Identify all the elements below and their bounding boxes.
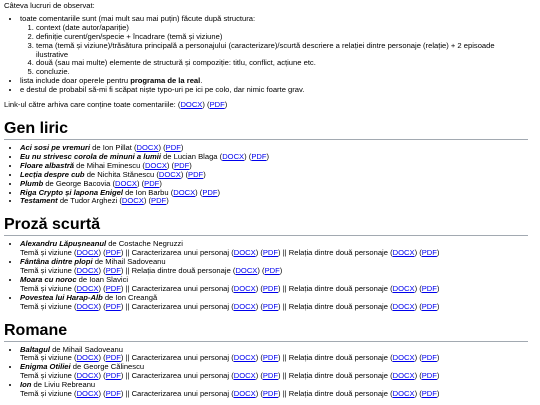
work-title: Testament: [20, 196, 58, 206]
work-title: Eu nu strivesc corola de minuni a lumii: [20, 151, 161, 161]
work-author: Tudor Arghezi: [70, 196, 118, 206]
de-text: de: [102, 292, 116, 302]
pdf-link[interactable]: PDF: [262, 371, 279, 381]
de-text: de: [122, 187, 136, 197]
pdf-link[interactable]: PDF: [251, 151, 267, 161]
comment-links: Temă și viziune (DOCX) (PDF) || Caracterizarea unui personaj (DOCX) (PDF) || Relația dintre două personaje (DOCX) (PDF): [20, 248, 440, 258]
comment-links: Temă și viziune (DOCX) (PDF) || Caracterizarea unui personaj (DOCX) (PDF) || Relația dintre două personaje (DOCX) (PDF): [20, 283, 440, 293]
separator: ||: [280, 301, 289, 311]
de-text: de: [76, 274, 90, 284]
docx-link[interactable]: DOCX: [392, 301, 415, 311]
de-text: de: [49, 344, 63, 354]
docx-link[interactable]: DOCX: [173, 187, 196, 197]
archive-text: Link-ul către arhiva care conține toate comentariile:: [4, 100, 178, 110]
work-author: George Bacovia: [55, 178, 111, 188]
work-author: Lucian Blaga: [173, 151, 218, 161]
section-heading-liric: Gen liric: [4, 120, 528, 140]
tema-label: Temă și viziune: [20, 353, 72, 363]
docx-link[interactable]: DOCX: [158, 169, 181, 179]
pdf-link[interactable]: PDF: [151, 196, 167, 206]
pdf-link[interactable]: PDF: [421, 353, 437, 363]
docx-link[interactable]: DOCX: [392, 353, 415, 363]
separator: ||: [123, 266, 132, 276]
proza-list: [4, 240, 528, 311]
pdf-link[interactable]: PDF: [188, 169, 204, 179]
caracterizare-label: Caracterizarea unui personaj: [131, 353, 230, 363]
docx-link[interactable]: DOCX: [136, 142, 159, 152]
note-program-end: .: [200, 76, 203, 86]
work-author: Mihail Sadoveanu: [62, 344, 124, 354]
docx-link[interactable]: DOCX: [233, 301, 256, 311]
separator: ||: [123, 248, 132, 258]
work-title: Fântâna dintre plopi: [20, 257, 93, 267]
de-text: de: [31, 380, 45, 390]
caracterizare-label: Caracterizarea unui personaj: [131, 283, 230, 293]
pdf-link[interactable]: PDF: [262, 283, 279, 293]
comment-links: Temă și viziune (DOCX) (PDF) || Caracterizarea unui personaj (DOCX) (PDF) || Relația dintre două personaje (DOCX) (PDF): [20, 371, 440, 381]
proza-item: [20, 276, 528, 294]
pdf-link[interactable]: PDF: [262, 389, 279, 399]
relatie-label: Relația dintre două personaje: [288, 353, 388, 363]
pdf-link[interactable]: PDF: [165, 142, 181, 152]
note-program-text: lista include doar operele pentru: [20, 76, 131, 86]
relatie-label: Relația dintre două personaje: [288, 389, 388, 399]
docx-link[interactable]: DOCX: [222, 151, 245, 161]
de-text: de: [70, 362, 84, 372]
work-author: Mihai Eminescu: [86, 160, 141, 170]
work-author: Mihail Sadoveanu: [105, 257, 166, 267]
romane-item: [20, 346, 528, 364]
pdf-link[interactable]: PDF: [105, 371, 121, 381]
work-title: Povestea lui Harap-Alb: [20, 292, 103, 302]
work-author: Nichita Stănescu: [97, 169, 155, 179]
work-title: Aci sosi pe vremuri: [20, 142, 91, 152]
separator: ||: [123, 371, 132, 381]
docx-link[interactable]: DOCX: [144, 160, 167, 170]
docx-link[interactable]: DOCX: [392, 371, 415, 381]
pdf-link[interactable]: PDF: [105, 266, 121, 276]
docx-link[interactable]: DOCX: [76, 371, 99, 381]
docx-link[interactable]: DOCX: [76, 353, 99, 363]
separator: ||: [123, 283, 132, 293]
tema-label: Temă și viziune: [20, 371, 72, 381]
pdf-link[interactable]: PDF: [421, 389, 437, 399]
structure-item: 1. context (date autor/apariție): [36, 24, 528, 33]
comment-links: Temă și viziune (DOCX) (PDF) || Caracterizarea unui personaj (DOCX) (PDF) || Relația dintre două personaje (DOCX) (PDF): [20, 301, 440, 311]
work-title: Floare albastră: [20, 160, 75, 170]
separator: ||: [280, 283, 289, 293]
docx-link[interactable]: DOCX: [76, 389, 99, 399]
proza-item: [20, 258, 528, 276]
caracterizare-label: Caracterizarea unui personaj: [131, 301, 230, 311]
structure-item: 3. tema (temă și viziune)/trăsătura principală a personajului (caracterizare)/scurtă descriere a relației dintre personaje (relație) + 2 episoade ilustrative: [36, 42, 528, 60]
de-text: de: [57, 196, 71, 206]
docx-link[interactable]: DOCX: [233, 248, 256, 258]
pdf-link[interactable]: PDF: [264, 266, 280, 276]
docx-link[interactable]: DOCX: [235, 266, 258, 276]
separator: ||: [123, 389, 132, 399]
separator: ||: [280, 389, 289, 399]
caracterizare-label: Caracterizarea unui personaj: [131, 248, 230, 258]
archive-pdf-link[interactable]: PDF: [209, 100, 225, 110]
de-text: de: [90, 142, 103, 152]
docx-link[interactable]: DOCX: [121, 196, 144, 206]
liric-item: • Aci sosi pe vremuri de Ion Pillat (DOCX) (PDF): [20, 144, 528, 153]
de-text: de: [84, 169, 98, 179]
separator: ||: [280, 248, 289, 258]
docx-link[interactable]: DOCX: [76, 248, 99, 258]
pdf-link[interactable]: PDF: [262, 301, 279, 311]
separator: ||: [123, 301, 132, 311]
pdf-link[interactable]: PDF: [202, 187, 218, 197]
docx-link[interactable]: DOCX: [392, 248, 415, 258]
work-author: Ion Pillat: [102, 142, 132, 152]
archive-docx-link[interactable]: DOCX: [180, 100, 203, 110]
structure-item: 4. două (sau mai multe) elemente de structură și compoziție: titlu, conflict, acțiune etc.: [36, 59, 528, 68]
docx-link[interactable]: DOCX: [76, 266, 99, 276]
de-text: de: [160, 151, 174, 161]
pdf-link[interactable]: PDF: [262, 248, 279, 258]
de-text: de: [74, 160, 87, 170]
docx-link[interactable]: DOCX: [76, 283, 99, 293]
de-text: de: [43, 178, 56, 188]
caracterizare-label: Caracterizarea unui personaj: [131, 389, 230, 399]
note-structure: [20, 15, 528, 77]
liric-item: • Floare albastră de Mihai Eminescu (DOCX) (PDF): [20, 162, 528, 171]
docx-link[interactable]: DOCX: [233, 371, 256, 381]
proza-item: [20, 240, 528, 258]
relatie-label: Relația dintre două personaje: [288, 371, 388, 381]
proza-item: [20, 294, 528, 312]
docx-link[interactable]: DOCX: [392, 283, 415, 293]
note-program-bold: programa de la real: [130, 76, 201, 86]
structure-item: 5. concluzie.: [36, 68, 528, 77]
liric-item: • Testament de Tudor Arghezi (DOCX) (PDF): [20, 197, 528, 206]
note-typos: • e destul de probabil să-mi fi scăpat niște typo-uri pe ici pe colo, dar nimic foarte grav.: [20, 86, 528, 95]
section-heading-proza: Proză scurtă: [4, 216, 528, 236]
pdf-link[interactable]: PDF: [105, 248, 121, 258]
section-heading-romane: Romane: [4, 322, 528, 342]
pdf-link[interactable]: PDF: [105, 389, 121, 399]
pdf-link[interactable]: PDF: [174, 160, 190, 170]
work-author: George Călinescu: [83, 362, 145, 372]
pdf-link[interactable]: PDF: [421, 301, 437, 311]
docx-link[interactable]: DOCX: [233, 353, 256, 363]
docx-link[interactable]: DOCX: [392, 389, 415, 399]
work-title: Alexandru Lăpușneanul: [20, 239, 107, 249]
pdf-link[interactable]: PDF: [421, 371, 437, 381]
work-author: Ioan Slavici: [89, 274, 129, 284]
work-title: Enigma Otiliei: [20, 362, 71, 372]
work-author: Costache Negruzzi: [118, 239, 183, 249]
liric-item: • Eu nu strivesc corola de minuni a lumii de Lucian Blaga (DOCX) (PDF): [20, 153, 528, 162]
work-title: Baltagul: [20, 344, 50, 354]
caracterizare-label: Caracterizarea unui personaj: [131, 371, 230, 381]
romane-list: [4, 346, 528, 399]
work-title: Ion: [20, 380, 32, 390]
de-text: de: [92, 257, 106, 267]
romane-item: [20, 363, 528, 381]
structure-list: [20, 24, 528, 77]
pdf-link[interactable]: PDF: [105, 283, 121, 293]
pdf-link[interactable]: PDF: [105, 353, 121, 363]
romane-item: [20, 381, 528, 399]
comment-links: Temă și viziune (DOCX) (PDF) || Caracterizarea unui personaj (DOCX) (PDF) || Relația dintre două personaje (DOCX) (PDF): [20, 389, 440, 399]
work-author: Ion Creangă: [115, 292, 158, 302]
liric-item: • Plumb de George Bacovia (DOCX) (PDF): [20, 180, 528, 189]
tema-label: Temă și viziune: [20, 389, 72, 399]
tema-label: Temă și viziune: [20, 301, 72, 311]
tema-label: Temă și viziune: [20, 283, 72, 293]
liric-list: [4, 144, 528, 206]
pdf-link[interactable]: PDF: [105, 301, 121, 311]
work-title: Moara cu noroc: [20, 274, 77, 284]
liric-item: • Lecția despre cub de Nichita Stănescu (DOCX) (PDF): [20, 171, 528, 180]
relatie-label: Relația dintre două personaje: [288, 301, 388, 311]
work-title: Plumb: [20, 178, 44, 188]
comment-links: Temă și viziune (DOCX) (PDF) || Relația dintre două personaje (DOCX) (PDF): [20, 266, 283, 276]
pdf-link[interactable]: PDF: [262, 353, 279, 363]
tema-label: Temă și viziune: [20, 266, 72, 276]
docx-link[interactable]: DOCX: [233, 283, 256, 293]
work-author: Liviu Rebreanu: [44, 380, 96, 390]
work-author: Ion Barbu: [135, 187, 169, 197]
separator: ||: [280, 371, 289, 381]
intro-lead: Câteva lucruri de observat:: [4, 1, 95, 10]
work-title: Riga Crypto și lapona Enigel: [20, 187, 123, 197]
separator: ||: [123, 353, 132, 363]
pdf-link[interactable]: PDF: [144, 178, 160, 188]
docx-link[interactable]: DOCX: [233, 389, 256, 399]
liric-item: • Riga Crypto și lapona Enigel de Ion Barbu (DOCX) (PDF): [20, 189, 528, 198]
de-text: de: [106, 239, 119, 249]
separator: ||: [280, 353, 289, 363]
notes-list: [4, 15, 528, 95]
relatie-label: Relația dintre două personaje: [131, 266, 231, 276]
note-structure-text: toate comentariile sunt (mai mult sau mai puțin) făcute după structura:: [20, 13, 256, 23]
comment-links: Temă și viziune (DOCX) (PDF) || Caracterizarea unui personaj (DOCX) (PDF) || Relația dintre două personaje (DOCX) (PDF): [20, 353, 440, 363]
structure-item: 2. definiție curent/gen/specie + încadrare (temă și viziune): [36, 33, 528, 42]
relatie-label: Relația dintre două personaje: [288, 248, 388, 258]
pdf-link[interactable]: PDF: [421, 283, 437, 293]
pdf-link[interactable]: PDF: [421, 248, 437, 258]
docx-link[interactable]: DOCX: [115, 178, 137, 188]
work-title: Lecția despre cub: [20, 169, 85, 179]
tema-label: Temă și viziune: [20, 248, 72, 258]
relatie-label: Relația dintre două personaje: [288, 283, 388, 293]
archive-line: Link-ul către arhiva care conține toate comentariile: (DOCX) (PDF): [4, 100, 228, 110]
docx-link[interactable]: DOCX: [76, 301, 99, 311]
